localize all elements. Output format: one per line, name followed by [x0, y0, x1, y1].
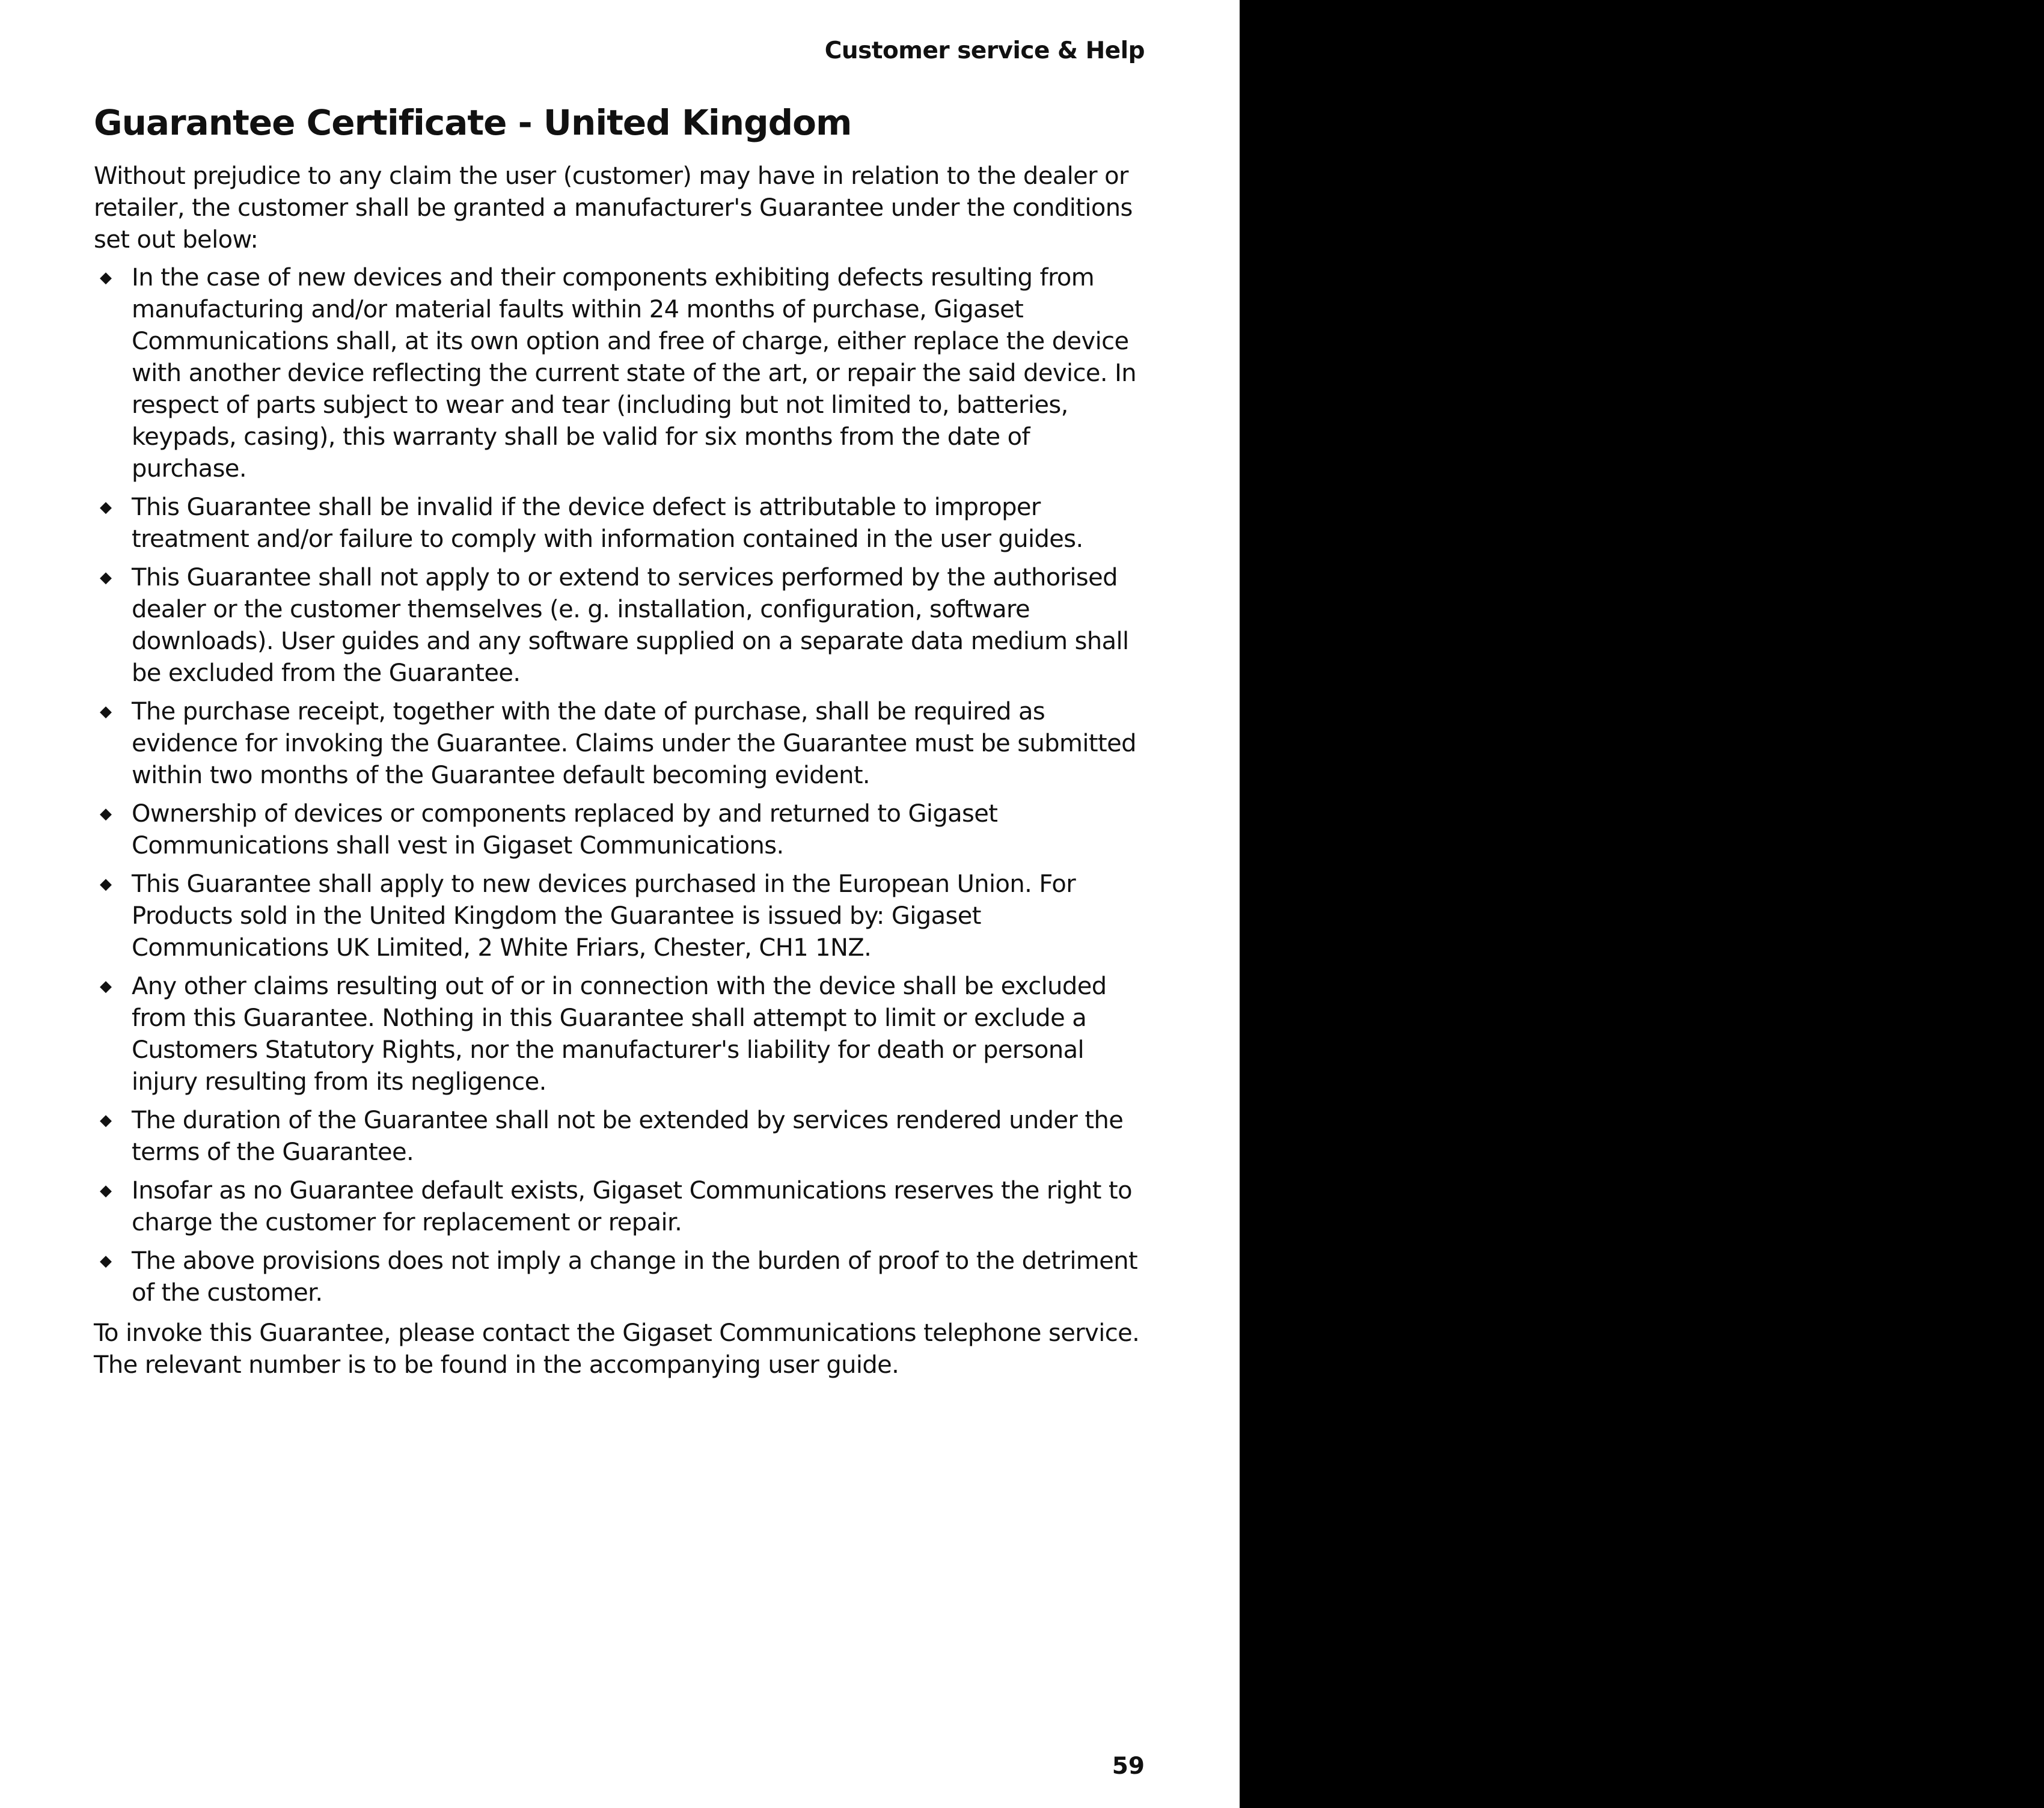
diamond-bullet-icon: ◆ — [100, 498, 112, 516]
diamond-bullet-icon: ◆ — [100, 1251, 112, 1270]
list-item-text: This Guarantee shall be invalid if the device defect is attributable to improper treatment and/or failure to comply with information contained in the user guides. — [132, 493, 1083, 553]
page-content — [94, 101, 1147, 1381]
diamond-bullet-icon: ◆ — [100, 1181, 112, 1200]
list-item — [94, 696, 1147, 792]
list-item-text: In the case of new devices and their components exhibiting defects resulting from manufacturing and/or material faults within 24 months of purchase, Gigaset Communications shall, at its own option and free of charge, either replace the device with another device reflecting the current state of the art, or repair the said device. In respect of parts subject to wear and tear (including but not limited to, batteries, keypads, casing), this warranty shall be valid for six months from the date of purchase. — [132, 263, 1137, 483]
diamond-bullet-icon: ◆ — [100, 875, 112, 893]
page-number: 59 — [1112, 1753, 1145, 1780]
list-item-text: The duration of the Guarantee shall not be extended by services rendered under the terms of the Guarantee. — [132, 1106, 1124, 1166]
running-header: Customer service & Help — [824, 37, 1145, 64]
list-item-text: Ownership of devices or components replaced by and returned to Gigaset Communications shall vest in Gigaset Communications. — [132, 799, 998, 860]
diamond-bullet-icon: ◆ — [100, 702, 112, 721]
list-item-text: The above provisions does not imply a change in the burden of proof to the detriment of the customer. — [132, 1247, 1138, 1307]
list-item — [94, 562, 1147, 689]
diamond-bullet-icon: ◆ — [100, 977, 112, 995]
list-item-text: The purchase receipt, together with the date of purchase, shall be required as evidence for invoking the Guarantee. Claims under the Guarantee must be submitted within two months of the Guarantee default becoming evident. — [132, 697, 1136, 789]
list-item-text: This Guarantee shall not apply to or extend to services performed by the authorised dealer or the customer themselves (e. g. installation, configuration, software downloads). User guides and any software supplied on a separate data medium shall be excluded from the Guarantee. — [132, 563, 1129, 687]
diamond-bullet-icon: ◆ — [100, 1111, 112, 1129]
list-item-text: This Guarantee shall apply to new devices purchased in the European Union. For Products sold in the United Kingdom the Guarantee is issued by: Gigaset Communications UK Limited, 2 White Friars, Chester, CH1 1NZ. — [132, 870, 1076, 962]
diamond-bullet-icon: ◆ — [100, 268, 112, 287]
black-margin — [1240, 0, 2044, 1808]
page-title: Guarantee Certificate - United Kingdom — [94, 102, 852, 143]
list-item — [94, 869, 1147, 964]
list-item — [94, 971, 1147, 1098]
intro-paragraph: Without prejudice to any claim the user (customer) may have in relation to the dealer or retailer, the customer shall be granted a manufacturer's Guarantee under the conditions set out below: — [94, 162, 1133, 254]
list-item — [94, 262, 1147, 485]
list-item — [94, 492, 1147, 555]
list-item-text: Any other claims resulting out of or in connection with the device shall be excluded from this Guarantee. Nothing in this Guarantee shall attempt to limit or exclude a Customers Statutory Rights, nor the manufacturer's liability for death or personal injury resulting from its negligence. — [132, 972, 1107, 1096]
list-item-text: Insofar as no Guarantee default exists, Gigaset Communications reserves the right to charge the customer for replacement or repair. — [132, 1176, 1132, 1236]
list-item — [94, 1105, 1147, 1168]
guarantee-conditions-list — [94, 262, 1147, 1309]
diamond-bullet-icon: ◆ — [100, 804, 112, 823]
list-item — [94, 798, 1147, 862]
diamond-bullet-icon: ◆ — [100, 568, 112, 587]
list-item — [94, 1245, 1147, 1309]
closing-paragraph: To invoke this Guarantee, please contact the Gigaset Communications telephone service. The relevant number is to be found in the accompanying user guide. — [94, 1319, 1140, 1379]
list-item — [94, 1175, 1147, 1239]
